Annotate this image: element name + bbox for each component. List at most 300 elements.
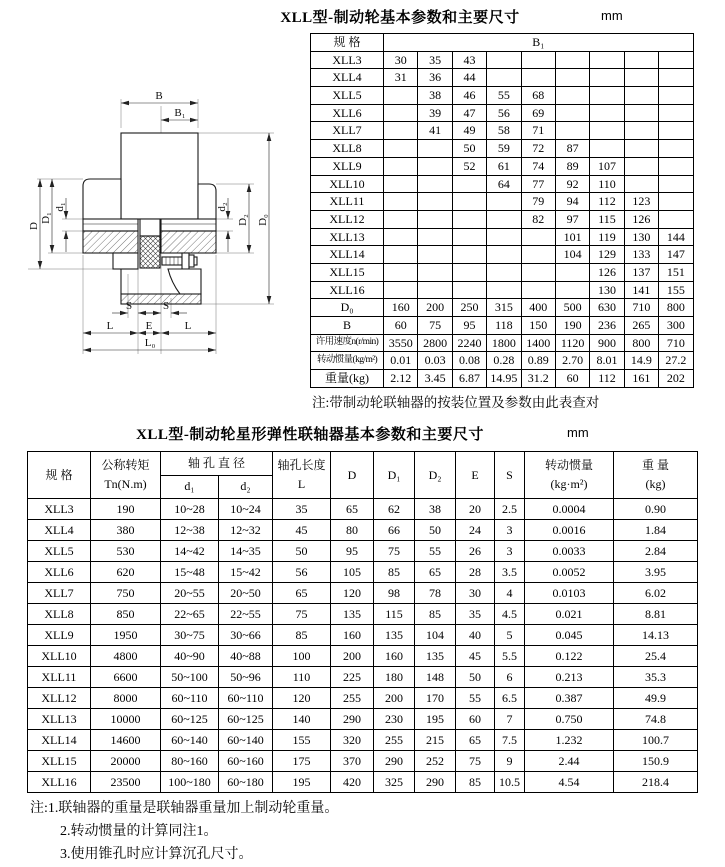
brake-wheel	[121, 133, 198, 219]
value-cell	[384, 281, 418, 299]
row-label: XLL7	[311, 122, 384, 140]
spec-cell: XLL4	[28, 520, 91, 541]
value-cell: 95	[331, 541, 374, 562]
value-cell: 290	[415, 772, 456, 793]
value-cell: 255	[374, 730, 415, 751]
table-row	[28, 562, 698, 583]
dimension-header: D	[331, 452, 374, 499]
value-cell: 3.45	[418, 370, 452, 388]
table-row	[311, 69, 694, 87]
value-cell	[418, 210, 452, 228]
row-label: XLL13	[311, 228, 384, 246]
table-row	[311, 299, 694, 317]
value-cell: 85	[456, 772, 495, 793]
value-cell	[590, 87, 624, 105]
value-cell: 7	[495, 709, 525, 730]
value-cell: 58	[487, 122, 521, 140]
dimension-header: S	[495, 452, 525, 499]
value-cell: 40~90	[161, 646, 219, 667]
table1-unit-label: mm	[601, 8, 623, 23]
value-cell: 75	[273, 604, 331, 625]
right-hub-flange	[198, 184, 216, 219]
value-cell: 36	[418, 69, 452, 87]
value-cell	[384, 157, 418, 175]
value-cell: 14~42	[161, 541, 219, 562]
elastic-star-section	[140, 236, 160, 268]
value-cell	[659, 140, 694, 158]
value-cell: 130	[624, 228, 658, 246]
value-cell: 3	[495, 541, 525, 562]
value-cell: 0.122	[525, 646, 614, 667]
value-cell: 2240	[452, 334, 486, 352]
spec-header: 规 格	[28, 452, 91, 499]
value-cell: 66	[374, 520, 415, 541]
value-cell: 14.95	[487, 370, 521, 388]
dim-label-d0: D₀	[257, 214, 269, 226]
value-cell: 85	[374, 562, 415, 583]
value-cell	[659, 87, 694, 105]
value-cell: 38	[418, 87, 452, 105]
value-cell: 64	[487, 175, 521, 193]
value-cell	[384, 228, 418, 246]
value-cell: 200	[331, 646, 374, 667]
value-cell: 200	[374, 688, 415, 709]
row-label: B	[311, 317, 384, 335]
value-cell: 62	[374, 499, 415, 520]
value-cell	[487, 263, 521, 281]
value-cell: 55	[415, 541, 456, 562]
value-cell	[555, 122, 589, 140]
spec-cell: XLL10	[28, 646, 91, 667]
value-cell: 60	[384, 317, 418, 335]
value-cell: 60~140	[219, 730, 273, 751]
value-cell: 710	[659, 334, 694, 352]
table-row	[311, 281, 694, 299]
value-cell: 630	[590, 299, 624, 317]
value-cell: 151	[659, 263, 694, 281]
value-cell: 4.5	[495, 604, 525, 625]
table-row	[311, 87, 694, 105]
value-cell: 74.8	[614, 709, 698, 730]
value-cell: 215	[415, 730, 456, 751]
value-cell	[590, 104, 624, 122]
value-cell: 255	[331, 688, 374, 709]
value-cell: 190	[91, 499, 161, 520]
value-cell	[452, 246, 486, 264]
value-cell: 107	[590, 157, 624, 175]
value-cell: 0.0004	[525, 499, 614, 520]
value-cell	[487, 281, 521, 299]
value-cell: 2.70	[555, 352, 589, 370]
table1-title: XLL型-制动轮基本参数和主要尺寸	[280, 10, 520, 26]
value-cell: 126	[590, 263, 624, 281]
dim-label-s-left: S	[125, 300, 133, 312]
value-cell: 50	[456, 667, 495, 688]
value-cell: 60~160	[219, 751, 273, 772]
value-cell: 0.90	[614, 499, 698, 520]
value-cell: 135	[415, 646, 456, 667]
value-cell: 104	[555, 246, 589, 264]
table-row	[28, 667, 698, 688]
value-cell: 160	[374, 646, 415, 667]
value-cell: 155	[659, 281, 694, 299]
value-cell: 400	[521, 299, 555, 317]
value-cell: 218.4	[614, 772, 698, 793]
value-cell: 8000	[91, 688, 161, 709]
table-row	[311, 263, 694, 281]
value-cell: 250	[452, 299, 486, 317]
value-cell	[384, 175, 418, 193]
value-cell	[418, 175, 452, 193]
table-row	[28, 625, 698, 646]
value-cell: 55	[487, 87, 521, 105]
value-cell: 50~96	[219, 667, 273, 688]
dim-label-d2: d₂	[216, 202, 228, 212]
value-cell: 6600	[91, 667, 161, 688]
value-cell: 110	[590, 175, 624, 193]
row-label: 重量(kg)	[311, 370, 384, 388]
value-cell: 50	[452, 140, 486, 158]
value-cell: 8.81	[614, 604, 698, 625]
value-cell: 290	[331, 709, 374, 730]
table2-title: XLL型-制动轮星形弹性联轴器基本参数和主要尺寸	[136, 427, 484, 443]
value-cell: 95	[452, 317, 486, 335]
value-cell	[487, 228, 521, 246]
value-cell: 40~88	[219, 646, 273, 667]
value-cell: 100	[273, 646, 331, 667]
dimension-header: D₁	[374, 452, 415, 499]
dim-label-d1: d₁	[54, 202, 66, 212]
value-cell	[418, 281, 452, 299]
value-cell: 420	[331, 772, 374, 793]
brake-wheel-parameters-table	[310, 33, 694, 388]
left-hub-section	[83, 231, 138, 253]
row-label: XLL9	[311, 157, 384, 175]
value-cell: 24	[456, 520, 495, 541]
value-cell: 0.0103	[525, 583, 614, 604]
value-cell: 50	[415, 520, 456, 541]
spec-cell: XLL7	[28, 583, 91, 604]
table-row	[311, 157, 694, 175]
inertia-header: 转动惯量 (kg·m²)	[525, 452, 614, 499]
spec-cell: XLL5	[28, 541, 91, 562]
right-hub-section	[161, 231, 216, 253]
value-cell	[659, 69, 694, 87]
table-row	[28, 772, 698, 793]
value-cell: 200	[418, 299, 452, 317]
value-cell: 94	[555, 193, 589, 211]
spec-cell: XLL14	[28, 730, 91, 751]
table-row	[28, 583, 698, 604]
value-cell: 35	[418, 51, 452, 69]
value-cell: 77	[521, 175, 555, 193]
value-cell: 12~38	[161, 520, 219, 541]
value-cell: 2.12	[384, 370, 418, 388]
value-cell: 10~28	[161, 499, 219, 520]
value-cell: 380	[91, 520, 161, 541]
value-cell: 1120	[555, 334, 589, 352]
value-cell: 60~110	[161, 688, 219, 709]
value-cell: 43	[452, 51, 486, 69]
value-cell: 20	[456, 499, 495, 520]
value-cell: 119	[590, 228, 624, 246]
value-cell: 100~180	[161, 772, 219, 793]
value-cell: 59	[487, 140, 521, 158]
footnotes	[30, 797, 338, 866]
value-cell: 56	[487, 104, 521, 122]
bore-length-header: 轴孔长度 L	[273, 452, 331, 499]
value-cell	[624, 51, 658, 69]
value-cell	[452, 210, 486, 228]
torque-header: 公称转矩 Tn(N.m)	[91, 452, 161, 499]
value-cell: 0.387	[525, 688, 614, 709]
value-cell: 750	[91, 583, 161, 604]
value-cell: 49	[452, 122, 486, 140]
value-cell: 82	[521, 210, 555, 228]
value-cell: 6.02	[614, 583, 698, 604]
value-cell: 3.95	[614, 562, 698, 583]
dim-label-s-right: S	[162, 300, 170, 312]
row-label: D₀	[311, 299, 384, 317]
bolt	[162, 253, 197, 269]
footnote-2: 2.转动惯量的计算同注1。	[60, 824, 218, 839]
value-cell: 225	[331, 667, 374, 688]
value-cell: 60	[456, 709, 495, 730]
value-cell: 38	[415, 499, 456, 520]
value-cell: 710	[624, 299, 658, 317]
value-cell: 370	[331, 751, 374, 772]
spec-cell: XLL11	[28, 667, 91, 688]
row-label: XLL3	[311, 51, 384, 69]
value-cell: 325	[374, 772, 415, 793]
value-cell: 230	[374, 709, 415, 730]
value-cell: 1.232	[525, 730, 614, 751]
value-cell: 150.9	[614, 751, 698, 772]
value-cell: 14.13	[614, 625, 698, 646]
value-cell: 0.89	[521, 352, 555, 370]
value-cell: 6.87	[452, 370, 486, 388]
value-cell	[624, 104, 658, 122]
spec-cell: XLL3	[28, 499, 91, 520]
value-cell	[624, 157, 658, 175]
dim-label-d1-cap: D₁	[40, 212, 52, 224]
spec-cell: XLL9	[28, 625, 91, 646]
value-cell: 4800	[91, 646, 161, 667]
value-cell: 60~180	[219, 772, 273, 793]
value-cell: 195	[273, 772, 331, 793]
value-cell: 300	[659, 317, 694, 335]
value-cell: 202	[659, 370, 694, 388]
value-cell: 1400	[521, 334, 555, 352]
value-cell: 98	[374, 583, 415, 604]
value-cell: 0.28	[487, 352, 521, 370]
value-cell: 800	[659, 299, 694, 317]
table1-note: 注:带制动轮联轴器的按装位置及参数由此表查对	[312, 395, 600, 410]
value-cell: 115	[590, 210, 624, 228]
value-cell: 30~75	[161, 625, 219, 646]
value-cell: 20000	[91, 751, 161, 772]
table-row	[28, 709, 698, 730]
value-cell	[590, 122, 624, 140]
value-cell: 22~65	[161, 604, 219, 625]
spec-cell: XLL6	[28, 562, 91, 583]
value-cell: 40	[456, 625, 495, 646]
table-row	[311, 370, 694, 388]
value-cell: 60~125	[219, 709, 273, 730]
value-cell: 31.2	[521, 370, 555, 388]
table-row	[28, 520, 698, 541]
value-cell: 120	[331, 583, 374, 604]
value-cell: 2.5	[495, 499, 525, 520]
dim-label-l0: L₀	[144, 337, 156, 349]
table-row	[28, 499, 698, 520]
value-cell: 175	[273, 751, 331, 772]
value-cell: 9	[495, 751, 525, 772]
table-row	[28, 646, 698, 667]
value-cell: 135	[331, 604, 374, 625]
value-cell	[452, 193, 486, 211]
value-cell	[659, 193, 694, 211]
value-cell: 60~125	[161, 709, 219, 730]
value-cell: 6.5	[495, 688, 525, 709]
value-cell: 31	[384, 69, 418, 87]
value-cell: 530	[91, 541, 161, 562]
value-cell	[384, 140, 418, 158]
value-cell	[521, 51, 555, 69]
dimension-header: D₂	[415, 452, 456, 499]
value-cell: 500	[555, 299, 589, 317]
table-row	[28, 688, 698, 709]
value-cell	[590, 51, 624, 69]
table-row	[311, 246, 694, 264]
value-cell: 27.2	[659, 352, 694, 370]
value-cell: 170	[415, 688, 456, 709]
value-cell: 87	[555, 140, 589, 158]
value-cell: 315	[487, 299, 521, 317]
value-cell: 45	[456, 646, 495, 667]
value-cell: 0.021	[525, 604, 614, 625]
value-cell	[555, 281, 589, 299]
value-cell: 78	[415, 583, 456, 604]
value-cell	[418, 246, 452, 264]
value-cell: 35.3	[614, 667, 698, 688]
value-cell: 44	[452, 69, 486, 87]
value-cell	[452, 281, 486, 299]
value-cell: 900	[590, 334, 624, 352]
value-cell: 65	[456, 730, 495, 751]
value-cell	[521, 263, 555, 281]
value-cell	[659, 157, 694, 175]
value-cell: 112	[590, 193, 624, 211]
value-cell	[384, 246, 418, 264]
coupling-cross-section-diagram	[28, 76, 315, 368]
value-cell: 129	[590, 246, 624, 264]
value-cell: 45	[273, 520, 331, 541]
value-cell: 290	[374, 751, 415, 772]
value-cell	[590, 140, 624, 158]
value-cell: 85	[273, 625, 331, 646]
value-cell: 3	[495, 520, 525, 541]
value-cell: 0.08	[452, 352, 486, 370]
value-cell	[624, 175, 658, 193]
value-cell: 65	[415, 562, 456, 583]
value-cell: 60	[555, 370, 589, 388]
value-cell: 55	[456, 688, 495, 709]
value-cell	[384, 104, 418, 122]
value-cell: 80	[331, 520, 374, 541]
row-label: XLL10	[311, 175, 384, 193]
value-cell: 620	[91, 562, 161, 583]
star-spacer	[140, 219, 160, 236]
value-cell: 10.5	[495, 772, 525, 793]
left-bore-band	[83, 219, 138, 231]
value-cell	[659, 122, 694, 140]
value-cell: 140	[273, 709, 331, 730]
value-cell	[555, 51, 589, 69]
right-bore-band	[161, 219, 216, 231]
spec-cell: XLL16	[28, 772, 91, 793]
value-cell: 800	[624, 334, 658, 352]
value-cell: 105	[331, 562, 374, 583]
value-cell	[521, 69, 555, 87]
value-cell: 60~110	[219, 688, 273, 709]
value-cell: 28	[456, 562, 495, 583]
value-cell: 26	[456, 541, 495, 562]
spec-cell: XLL12	[28, 688, 91, 709]
value-cell: 160	[384, 299, 418, 317]
b1-header: B₁	[384, 34, 694, 52]
row-label: XLL4	[311, 69, 384, 87]
value-cell: 2.84	[614, 541, 698, 562]
bore-diameter-header: 轴 孔 直 径	[161, 452, 273, 476]
value-cell: 60~140	[161, 730, 219, 751]
d2-header: d₂	[219, 475, 273, 499]
header-row	[311, 34, 694, 52]
spec-cell: XLL8	[28, 604, 91, 625]
value-cell	[555, 263, 589, 281]
value-cell: 123	[624, 193, 658, 211]
value-cell	[487, 69, 521, 87]
value-cell: 85	[415, 604, 456, 625]
value-cell: 155	[273, 730, 331, 751]
row-label: XLL12	[311, 210, 384, 228]
value-cell	[452, 228, 486, 246]
value-cell: 0.213	[525, 667, 614, 688]
value-cell: 52	[452, 157, 486, 175]
table-row	[28, 541, 698, 562]
dim-label-b1: B₁	[174, 107, 186, 119]
value-cell: 14.9	[624, 352, 658, 370]
value-cell: 20~50	[219, 583, 273, 604]
row-label: XLL14	[311, 246, 384, 264]
value-cell: 30	[384, 51, 418, 69]
value-cell: 50	[273, 541, 331, 562]
value-cell: 35	[456, 604, 495, 625]
value-cell: 0.0016	[525, 520, 614, 541]
value-cell: 3550	[384, 334, 418, 352]
row-label: XLL8	[311, 140, 384, 158]
value-cell: 320	[331, 730, 374, 751]
value-cell: 50~100	[161, 667, 219, 688]
table-row	[311, 228, 694, 246]
weight-header: 重 量 (kg)	[614, 452, 698, 499]
value-cell: 115	[374, 604, 415, 625]
value-cell: 0.045	[525, 625, 614, 646]
value-cell: 141	[624, 281, 658, 299]
value-cell: 46	[452, 87, 486, 105]
value-cell: 10000	[91, 709, 161, 730]
table-row	[28, 751, 698, 772]
